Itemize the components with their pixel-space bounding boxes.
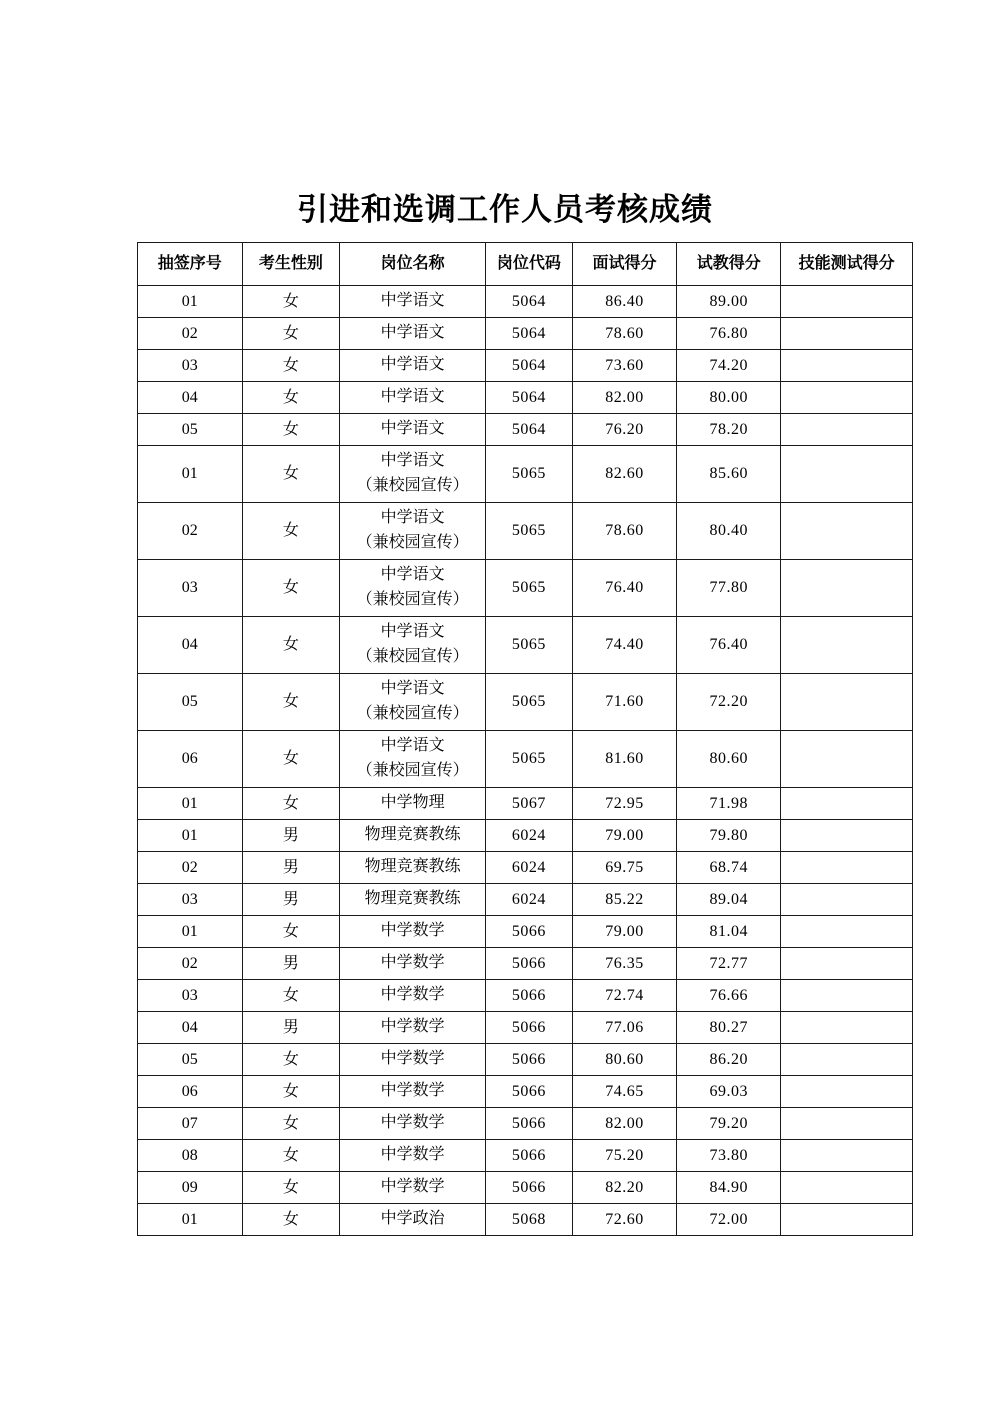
cell-interview-score: 86.40 — [572, 286, 677, 318]
cell-interview-score: 74.65 — [572, 1076, 677, 1108]
cell-position-code: 6024 — [485, 884, 572, 916]
position-name: 中学数学 — [380, 1050, 445, 1068]
cell-gender: 女 — [242, 980, 340, 1012]
cell-draw-no: 08 — [138, 1140, 243, 1172]
cell-teaching-score: 72.20 — [677, 674, 781, 731]
position-name: 物理竞赛教练 — [364, 858, 461, 876]
cell-position-code: 5068 — [485, 1204, 572, 1236]
cell-position-code: 5065 — [485, 731, 572, 788]
cell-draw-no: 02 — [138, 503, 243, 560]
cell-draw-no: 01 — [138, 916, 243, 948]
cell-gender: 女 — [242, 674, 340, 731]
cell-gender: 女 — [242, 1044, 340, 1076]
cell-draw-no: 06 — [138, 1076, 243, 1108]
cell-interview-score: 71.60 — [572, 674, 677, 731]
cell-position-code: 5066 — [485, 1172, 572, 1204]
table-row — [138, 674, 913, 731]
cell-interview-score: 72.60 — [572, 1204, 677, 1236]
cell-gender: 女 — [242, 286, 340, 318]
cell-position — [340, 731, 486, 788]
cell-interview-score: 76.40 — [572, 560, 677, 617]
cell-interview-score: 76.20 — [572, 414, 677, 446]
cell-position — [340, 1204, 486, 1236]
table-body — [138, 286, 913, 1236]
cell-position-code: 5064 — [485, 350, 572, 382]
cell-position — [340, 1044, 486, 1076]
table-row — [138, 1140, 913, 1172]
cell-position — [340, 948, 486, 980]
cell-draw-no: 03 — [138, 884, 243, 916]
cell-position-code: 5066 — [485, 916, 572, 948]
table-row — [138, 414, 913, 446]
cell-position — [340, 820, 486, 852]
position-name: 中学物理 — [380, 794, 445, 812]
cell-skill-score — [781, 1012, 913, 1044]
cell-position — [340, 884, 486, 916]
table-row — [138, 503, 913, 560]
cell-position-code: 5065 — [485, 674, 572, 731]
cell-teaching-score: 68.74 — [677, 852, 781, 884]
cell-gender: 女 — [242, 318, 340, 350]
cell-skill-score — [781, 674, 913, 731]
cell-interview-score: 73.60 — [572, 350, 677, 382]
cell-interview-score: 72.74 — [572, 980, 677, 1012]
table-row — [138, 318, 913, 350]
cell-teaching-score: 80.27 — [677, 1012, 781, 1044]
position-name: 中学语文 — [380, 623, 445, 641]
cell-interview-score: 81.60 — [572, 731, 677, 788]
cell-gender: 女 — [242, 350, 340, 382]
position-name: 中学语文 — [380, 324, 445, 342]
cell-interview-score: 82.20 — [572, 1172, 677, 1204]
position-name: 中学数学 — [380, 922, 445, 940]
cell-teaching-score: 86.20 — [677, 1044, 781, 1076]
cell-interview-score: 82.60 — [572, 446, 677, 503]
cell-teaching-score: 89.00 — [677, 286, 781, 318]
cell-position — [340, 446, 486, 503]
cell-position — [340, 980, 486, 1012]
table-row — [138, 820, 913, 852]
cell-gender: 男 — [242, 1012, 340, 1044]
cell-gender: 女 — [242, 1140, 340, 1172]
cell-teaching-score: 80.40 — [677, 503, 781, 560]
column-header: 试教得分 — [677, 243, 781, 286]
cell-interview-score: 78.60 — [572, 503, 677, 560]
cell-draw-no: 01 — [138, 446, 243, 503]
cell-teaching-score: 77.80 — [677, 560, 781, 617]
table-row — [138, 1204, 913, 1236]
position-note: （兼校园宣传） — [356, 648, 469, 665]
cell-skill-score — [781, 948, 913, 980]
cell-position-code: 5064 — [485, 318, 572, 350]
table-header-row — [138, 243, 913, 286]
cell-gender: 女 — [242, 1076, 340, 1108]
position-note: （兼校园宣传） — [356, 477, 469, 494]
cell-interview-score: 82.00 — [572, 382, 677, 414]
table-row — [138, 884, 913, 916]
cell-teaching-score: 73.80 — [677, 1140, 781, 1172]
cell-interview-score: 78.60 — [572, 318, 677, 350]
cell-position-code: 5066 — [485, 1044, 572, 1076]
cell-interview-score: 75.20 — [572, 1140, 677, 1172]
cell-skill-score — [781, 350, 913, 382]
cell-teaching-score: 84.90 — [677, 1172, 781, 1204]
cell-teaching-score: 79.20 — [677, 1108, 781, 1140]
table-row — [138, 731, 913, 788]
position-name: 中学语文 — [380, 509, 445, 527]
table-row — [138, 1172, 913, 1204]
cell-skill-score — [781, 1204, 913, 1236]
cell-position-code: 5066 — [485, 948, 572, 980]
cell-teaching-score: 71.98 — [677, 788, 781, 820]
cell-teaching-score: 89.04 — [677, 884, 781, 916]
position-note: （兼校园宣传） — [356, 534, 469, 551]
table-row — [138, 1012, 913, 1044]
cell-gender: 女 — [242, 788, 340, 820]
cell-skill-score — [781, 318, 913, 350]
cell-interview-score: 74.40 — [572, 617, 677, 674]
cell-teaching-score: 80.00 — [677, 382, 781, 414]
table-row — [138, 446, 913, 503]
cell-skill-score — [781, 884, 913, 916]
cell-position-code: 5065 — [485, 560, 572, 617]
cell-draw-no: 04 — [138, 1012, 243, 1044]
cell-position-code: 6024 — [485, 852, 572, 884]
position-name: 中学数学 — [380, 1018, 445, 1036]
cell-position-code: 5067 — [485, 788, 572, 820]
column-header: 岗位名称 — [340, 243, 486, 286]
position-name: 中学语文 — [380, 388, 445, 406]
table-row — [138, 788, 913, 820]
position-name: 中学语文 — [380, 737, 445, 755]
position-name: 物理竞赛教练 — [364, 826, 461, 844]
cell-skill-score — [781, 446, 913, 503]
position-note: （兼校园宣传） — [356, 705, 469, 722]
column-header: 面试得分 — [572, 243, 677, 286]
cell-interview-score: 82.00 — [572, 1108, 677, 1140]
cell-interview-score: 85.22 — [572, 884, 677, 916]
cell-skill-score — [781, 617, 913, 674]
cell-interview-score: 69.75 — [572, 852, 677, 884]
cell-draw-no: 02 — [138, 948, 243, 980]
cell-teaching-score: 76.40 — [677, 617, 781, 674]
cell-draw-no: 06 — [138, 731, 243, 788]
position-name: 中学数学 — [380, 986, 445, 1004]
position-name: 中学数学 — [380, 1114, 445, 1132]
cell-teaching-score: 69.03 — [677, 1076, 781, 1108]
position-name: 中学语文 — [380, 680, 445, 698]
cell-teaching-score: 76.80 — [677, 318, 781, 350]
position-name: 中学语文 — [380, 292, 445, 310]
position-name: 物理竞赛教练 — [364, 890, 461, 908]
cell-skill-score — [781, 1076, 913, 1108]
cell-position — [340, 350, 486, 382]
cell-teaching-score: 72.00 — [677, 1204, 781, 1236]
cell-gender: 女 — [242, 1108, 340, 1140]
cell-position — [340, 1172, 486, 1204]
cell-interview-score: 77.06 — [572, 1012, 677, 1044]
cell-gender: 女 — [242, 1172, 340, 1204]
cell-gender: 女 — [242, 1204, 340, 1236]
table-row — [138, 1076, 913, 1108]
cell-draw-no: 03 — [138, 560, 243, 617]
cell-draw-no: 04 — [138, 382, 243, 414]
cell-gender: 女 — [242, 414, 340, 446]
cell-position — [340, 286, 486, 318]
cell-position — [340, 318, 486, 350]
cell-draw-no: 03 — [138, 350, 243, 382]
cell-position-code: 5066 — [485, 980, 572, 1012]
cell-gender: 男 — [242, 948, 340, 980]
cell-position-code: 5066 — [485, 1108, 572, 1140]
cell-gender: 女 — [242, 617, 340, 674]
table-row — [138, 980, 913, 1012]
table-row — [138, 382, 913, 414]
cell-draw-no: 05 — [138, 674, 243, 731]
cell-skill-score — [781, 852, 913, 884]
cell-position-code: 5064 — [485, 414, 572, 446]
cell-skill-score — [781, 731, 913, 788]
cell-draw-no: 01 — [138, 788, 243, 820]
cell-interview-score: 79.00 — [572, 820, 677, 852]
table-row — [138, 617, 913, 674]
cell-gender: 女 — [242, 560, 340, 617]
cell-teaching-score: 79.80 — [677, 820, 781, 852]
cell-skill-score — [781, 560, 913, 617]
cell-position — [340, 1108, 486, 1140]
cell-interview-score: 80.60 — [572, 1044, 677, 1076]
cell-draw-no: 01 — [138, 820, 243, 852]
table-row — [138, 286, 913, 318]
cell-teaching-score: 74.20 — [677, 350, 781, 382]
cell-skill-score — [781, 1140, 913, 1172]
column-header: 考生性别 — [242, 243, 340, 286]
position-name: 中学数学 — [380, 1146, 445, 1164]
cell-skill-score — [781, 916, 913, 948]
cell-position — [340, 1012, 486, 1044]
table-row — [138, 560, 913, 617]
cell-interview-score: 76.35 — [572, 948, 677, 980]
table-row — [138, 350, 913, 382]
cell-gender: 女 — [242, 503, 340, 560]
cell-position — [340, 1076, 486, 1108]
cell-gender: 男 — [242, 820, 340, 852]
cell-position-code: 5066 — [485, 1012, 572, 1044]
cell-skill-score — [781, 414, 913, 446]
cell-skill-score — [781, 1108, 913, 1140]
position-name: 中学语文 — [380, 356, 445, 374]
cell-position-code: 5065 — [485, 503, 572, 560]
cell-gender: 男 — [242, 884, 340, 916]
cell-draw-no: 09 — [138, 1172, 243, 1204]
cell-skill-score — [781, 1044, 913, 1076]
position-name: 中学语文 — [380, 452, 445, 470]
table-row — [138, 1108, 913, 1140]
cell-position — [340, 1140, 486, 1172]
cell-draw-no: 03 — [138, 980, 243, 1012]
table-row — [138, 1044, 913, 1076]
table-row — [138, 852, 913, 884]
cell-position-code: 5065 — [485, 446, 572, 503]
cell-teaching-score: 85.60 — [677, 446, 781, 503]
cell-teaching-score: 76.66 — [677, 980, 781, 1012]
scores-table — [137, 242, 913, 1236]
position-name: 中学政治 — [380, 1210, 445, 1228]
cell-position-code: 6024 — [485, 820, 572, 852]
cell-position — [340, 916, 486, 948]
cell-skill-score — [781, 503, 913, 560]
cell-position-code: 5066 — [485, 1076, 572, 1108]
position-name: 中学语文 — [380, 420, 445, 438]
cell-position — [340, 788, 486, 820]
cell-position — [340, 617, 486, 674]
cell-position — [340, 382, 486, 414]
cell-draw-no: 02 — [138, 318, 243, 350]
page-title: 引进和选调工作人员考核成绩 — [297, 192, 713, 227]
position-note: （兼校园宣传） — [356, 762, 469, 779]
cell-interview-score: 72.95 — [572, 788, 677, 820]
column-header: 抽签序号 — [138, 243, 243, 286]
cell-gender: 女 — [242, 731, 340, 788]
cell-teaching-score: 80.60 — [677, 731, 781, 788]
cell-position — [340, 503, 486, 560]
cell-draw-no: 05 — [138, 1044, 243, 1076]
column-header: 技能测试得分 — [781, 243, 913, 286]
position-name: 中学数学 — [380, 1178, 445, 1196]
cell-draw-no: 05 — [138, 414, 243, 446]
position-note: （兼校园宣传） — [356, 591, 469, 608]
cell-teaching-score: 72.77 — [677, 948, 781, 980]
cell-position — [340, 560, 486, 617]
cell-skill-score — [781, 286, 913, 318]
cell-position-code: 5066 — [485, 1140, 572, 1172]
cell-gender: 男 — [242, 852, 340, 884]
cell-teaching-score: 81.04 — [677, 916, 781, 948]
cell-position — [340, 852, 486, 884]
cell-draw-no: 02 — [138, 852, 243, 884]
table-row — [138, 916, 913, 948]
cell-gender: 女 — [242, 382, 340, 414]
cell-position-code: 5064 — [485, 286, 572, 318]
cell-skill-score — [781, 1172, 913, 1204]
cell-teaching-score: 78.20 — [677, 414, 781, 446]
cell-position — [340, 674, 486, 731]
cell-gender: 女 — [242, 446, 340, 503]
cell-draw-no: 04 — [138, 617, 243, 674]
position-name: 中学语文 — [380, 566, 445, 584]
cell-draw-no: 01 — [138, 1204, 243, 1236]
cell-draw-no: 07 — [138, 1108, 243, 1140]
cell-skill-score — [781, 382, 913, 414]
cell-skill-score — [781, 788, 913, 820]
column-header: 岗位代码 — [485, 243, 572, 286]
cell-skill-score — [781, 980, 913, 1012]
table-row — [138, 948, 913, 980]
cell-position-code: 5065 — [485, 617, 572, 674]
cell-draw-no: 01 — [138, 286, 243, 318]
cell-gender: 女 — [242, 916, 340, 948]
cell-position — [340, 414, 486, 446]
position-name: 中学数学 — [380, 954, 445, 972]
cell-position-code: 5064 — [485, 382, 572, 414]
position-name: 中学数学 — [380, 1082, 445, 1100]
cell-skill-score — [781, 820, 913, 852]
cell-interview-score: 79.00 — [572, 916, 677, 948]
